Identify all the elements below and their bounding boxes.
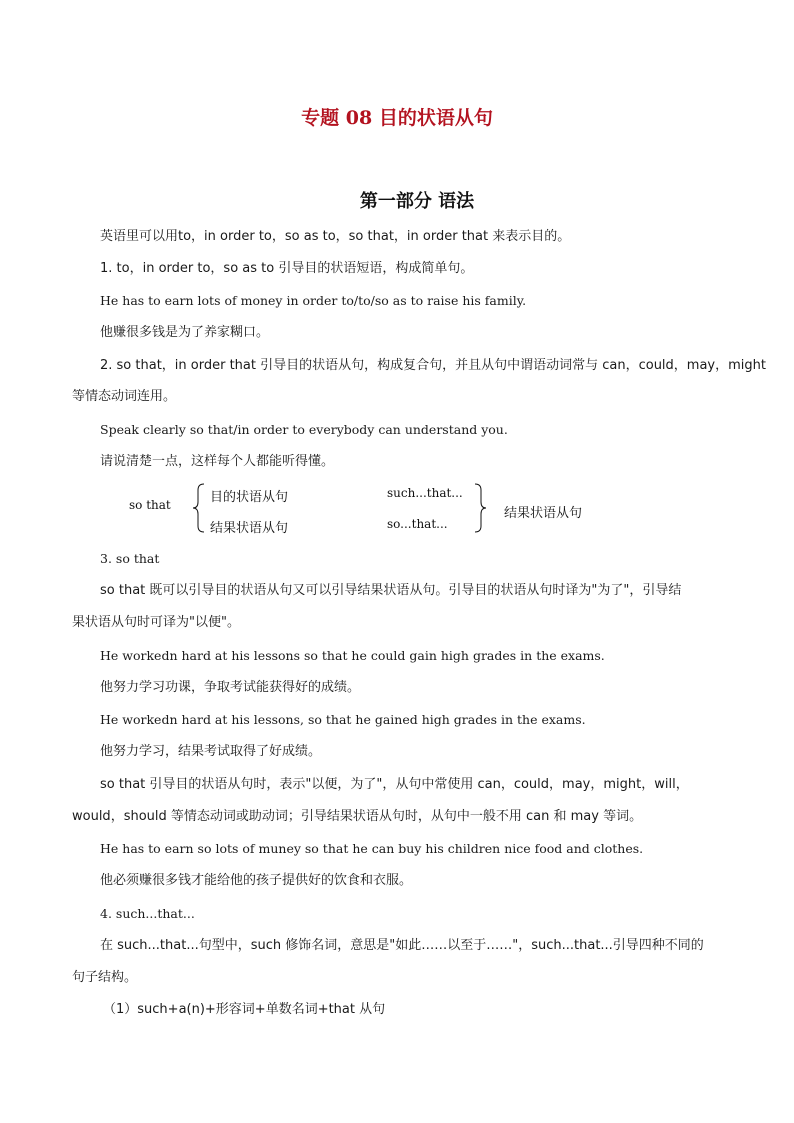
structure-1: （1）such+a(n)+形容词+单数名词+that 从句 — [103, 1002, 386, 1017]
left-brace-icon — [192, 483, 206, 533]
so-that-diagram — [120, 480, 620, 540]
section-heading: 第一部分 语法 — [359, 191, 475, 212]
diagram-upper-label: 目的状语从句 — [210, 490, 289, 505]
paragraph-intro: 英语里可以用to，in order to，so as to，so that，in order that 来表示目的。 — [100, 229, 571, 244]
paragraph-point-2-line-2: 等情态动词连用。 — [72, 389, 177, 404]
diagram-upper-right: such...that... — [387, 486, 463, 500]
translation-1: 他赚很多钱是为了养家糊口。 — [100, 325, 270, 340]
translation-5: 他必须赚很多钱才能给他的孩子提供好的饮食和衣服。 — [100, 873, 413, 888]
paragraph-usage-line-2: would，should 等情态动词或助动词；引导结果状语从句时，从句中一般不用 can 和 may 等词。 — [72, 809, 643, 824]
paragraph-point-2-line-1: 2. so that，in order that 引导目的状语从句，构成复合句，并且从句中谓语动词常与 can，could，may，might — [100, 358, 766, 373]
paragraph-usage-line-1: so that 引导目的状语从句时，表示"以便，为了"，从句中常使用 can，could，may，might，will， — [100, 777, 689, 792]
translation-3: 他努力学习功课，争取考试能获得好的成绩。 — [100, 680, 361, 695]
paragraph-point-4-line-2: 句子结构。 — [72, 970, 138, 985]
example-sentence-4: He workedn hard at his lessons, so that he gained high grades in the exams. — [100, 712, 586, 727]
paragraph-point-1: 1. to，in order to，so as to 引导目的状语短语，构成简单句。 — [100, 261, 474, 276]
example-sentence-3: He workedn hard at his lessons so that he could gain high grades in the exams. — [100, 648, 605, 663]
translation-2: 请说清楚一点，这样每个人都能听得懂。 — [100, 454, 335, 469]
example-sentence-2: Speak clearly so that/in order to everybody can understand you. — [100, 422, 508, 437]
diagram-lower-label: 结果状语从句 — [210, 521, 289, 536]
paragraph-point-3-line-2: 果状语从句时可译为"以便"。 — [72, 615, 240, 630]
diagram-result-label: 结果状语从句 — [504, 506, 583, 521]
diagram-lower-right: so...that... — [387, 517, 448, 531]
example-sentence-1: He has to earn lots of money in order to/to/so as to raise his family. — [100, 293, 527, 308]
paragraph-point-4-line-1: 在 such...that...句型中，such 修饰名词，意思是"如此……以至于……"，such...that...引导四种不同的 — [100, 938, 704, 953]
point-4-heading: 4. such...that... — [100, 906, 195, 921]
translation-4: 他努力学习，结果考试取得了好成绩。 — [100, 744, 322, 759]
diagram-left-label: so that — [129, 498, 171, 512]
example-sentence-5: He has to earn so lots of muney so that he can buy his children nice food and clothes. — [100, 841, 644, 856]
paragraph-point-3-line-1: so that 既可以引导目的状语从句又可以引导结果状语从句。引导目的状语从句时译为"为了"，引导结 — [100, 583, 682, 598]
document-title: 专题 08 目的状语从句 — [301, 107, 493, 129]
point-3-heading: 3. so that — [100, 551, 160, 566]
right-brace-icon — [473, 483, 487, 533]
